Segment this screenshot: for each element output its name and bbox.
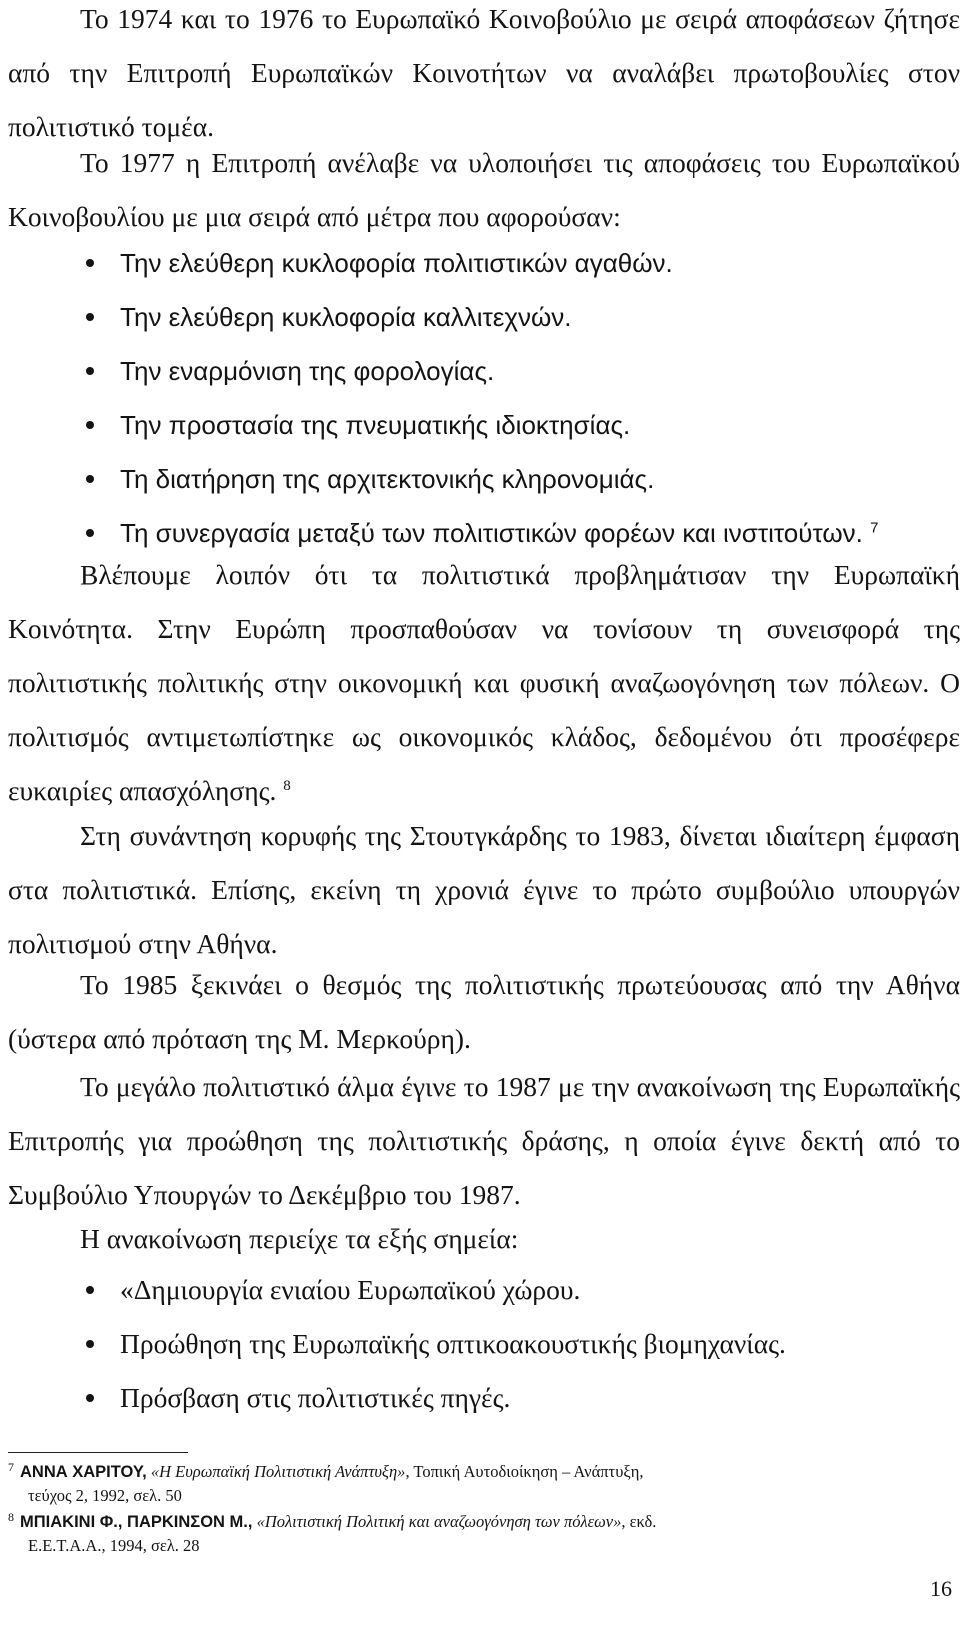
footnote-ref-8[interactable]: 8 bbox=[283, 777, 291, 794]
bullet-icon bbox=[86, 421, 94, 429]
list-item: Τη συνεργασία μεταξύ των πολιτιστικών φορέων και ινστιτούτων. $^7$ bbox=[0, 506, 878, 560]
list-item: «Δημιουργία ενιαίου Ευρωπαϊκού χώρου. bbox=[0, 1263, 786, 1317]
list-item: Την ελεύθερη κυκλοφορία πολιτιστικών αγαθών. bbox=[0, 236, 878, 290]
list-item: Την εναρμόνιση της φορολογίας. bbox=[0, 344, 878, 398]
list-item: Τη διατήρηση της αρχιτεκτονικής κληρονομιάς. bbox=[0, 452, 878, 506]
measures-list bbox=[0, 236, 878, 560]
footnote-ref-7[interactable]: 7 bbox=[870, 519, 879, 537]
paragraph-3: Βλέπουμε λοιπόν ότι τα πολιτιστικά προβλημάτισαν την Ευρωπαϊκή Κοινότητα. Στην Ευρώπη προσπαθούσαν να τονίσουν τη συνεισφορά της πολιτιστικής πολιτικής στην οικονομική και φυσική αναζωογόνηση των πόλεων. Ο πολιτισμός αντιμετωπίστηκε ως οικονομικός κλάδος, δεδομένου ότι προσέφερε ευκαιρίες απασχόλησης. $^8$ bbox=[8, 559, 960, 806]
bullet-icon bbox=[86, 475, 94, 483]
paragraph-5: Το 1985 ξεκινάει ο θεσμός της πολιτιστικής πρωτεύουσας από την Αθήνα (ύστερα από πρόταση της Μ. Μερκούρη). bbox=[8, 969, 960, 1054]
paragraph-7: Η ανακοίνωση περιείχε τα εξής σημεία: bbox=[80, 1223, 519, 1254]
list-item: Προώθηση της Ευρωπαϊκής οπτικοακουστικής βιομηχανίας. bbox=[0, 1317, 786, 1371]
footnote-separator bbox=[8, 1452, 188, 1453]
announcement-points-list bbox=[0, 1263, 786, 1425]
bullet-icon bbox=[86, 259, 94, 267]
footnote-7: $^7$ ΑΝΝΑ ΧΑΡΙΤΟΥ, «Η Ευρωπαϊκή Πολιτιστική Ανάπτυξη», Τοπική Αυτοδιοίκηση – Ανάπτυξη, τεύχος 2, 1992, σελ. 50 bbox=[8, 1459, 644, 1505]
bullet-icon bbox=[86, 1394, 94, 1402]
paragraph-2: Το 1977 η Επιτροπή ανέλαβε να υλοποιήσει τις αποφάσεις του Ευρωπαϊκού Κοινοβουλίου με μια σειρά από μέτρα που αφορούσαν: bbox=[8, 147, 960, 232]
bullet-icon bbox=[86, 529, 94, 537]
list-item: Την προστασία της πνευματικής ιδιοκτησίας. bbox=[0, 398, 878, 452]
footnote-8: $^8$ ΜΠΙΑΚΙΝΙ Φ., ΠΑΡΚΙΝΣΟΝ Μ., «Πολιτιστική Πολιτική και αναζωογόνηση των πόλεων», εκδ. Ε.Ε.Τ.Α.Α., 1994, σελ. 28 bbox=[8, 1509, 657, 1555]
paragraph-1: Το 1974 και το 1976 το Ευρωπαϊκό Κοινοβούλιο με σειρά αποφάσεων ζήτησε από την Επιτροπή Ευρωπαϊκών Κοινοτήτων να αναλάβει πρωτοβουλίες στον πολιτιστικό τομέα. bbox=[8, 3, 960, 142]
paragraph-4: Στη συνάντηση κορυφής της Στουτγκάρδης το 1983, δίνεται ιδιαίτερη έμφαση στα πολιτιστικά. Επίσης, εκείνη τη χρονιά έγινε το πρώτο συμβούλιο υπουργών πολιτισμού στην Αθήνα. bbox=[8, 820, 960, 959]
bullet-icon bbox=[86, 367, 94, 375]
list-item: Την ελεύθερη κυκλοφορία καλλιτεχνών. bbox=[0, 290, 878, 344]
bullet-icon bbox=[86, 1286, 94, 1294]
list-item: Πρόσβαση στις πολιτιστικές πηγές. bbox=[0, 1371, 786, 1425]
page-number: 16 bbox=[930, 1576, 952, 1601]
bullet-icon bbox=[86, 1340, 94, 1348]
paragraph-6: Το μεγάλο πολιτιστικό άλμα έγινε το 1987 με την ανακοίνωση της Ευρωπαϊκής Επιτροπής για προώθηση της πολιτιστικής δράσης, η οποία έγινε δεκτή από το Συμβούλιο Υπουργών το Δεκέμβριο του 1987. bbox=[8, 1071, 960, 1210]
bullet-icon bbox=[86, 313, 94, 321]
